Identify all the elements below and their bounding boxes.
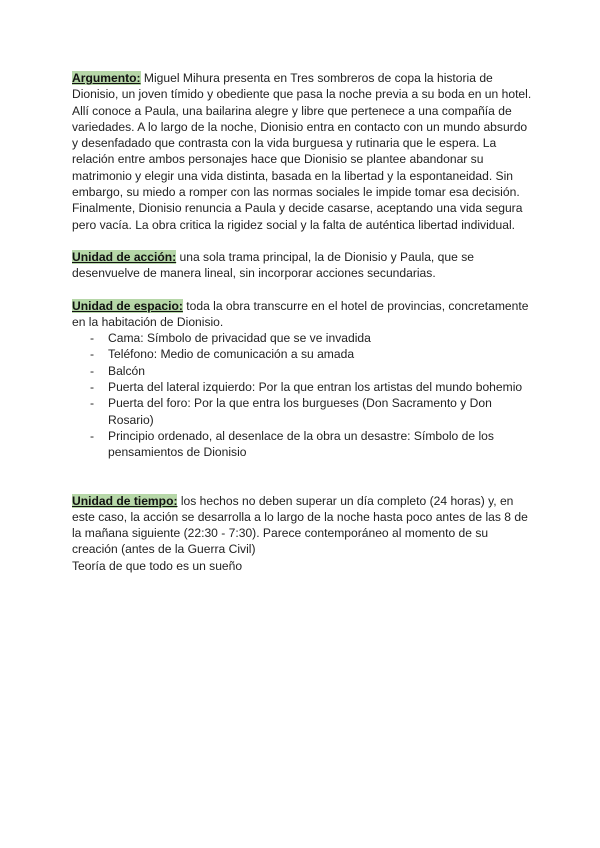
list-item — [90, 395, 532, 428]
spacer — [72, 282, 532, 298]
list-item-text: Balcón — [108, 363, 145, 378]
list-item — [90, 346, 532, 362]
espacio-list — [72, 330, 532, 460]
tiempo-extra: Teoría de que todo es un sueño — [72, 558, 243, 573]
list-marker: - — [90, 396, 95, 411]
tiempo-text: los hechos no deben superar un día completo (24 horas) y, en este caso, la acción se desarrolla a lo largo de la noche hasta poco antes de las 8 de la mañana siguiente (22:30 - 7:30). Parece contemporáneo al momento de su creación (antes de la Guerra Civil) — [72, 493, 528, 557]
accion-paragraph — [72, 249, 532, 282]
argumento-label: Argumento: — [72, 71, 141, 85]
tiempo-label: Unidad de tiempo: — [72, 493, 178, 508]
spacer — [72, 461, 532, 493]
list-marker: - — [90, 380, 95, 395]
list-marker: - — [90, 428, 95, 443]
list-item-text: Puerta del lateral izquierdo: Por la que entran los artistas del mundo bohemio — [108, 380, 523, 395]
list-item-text: Cama: Símbolo de privacidad que se ve invadida — [108, 331, 371, 346]
list-marker: - — [90, 331, 95, 346]
argumento-paragraph — [72, 70, 532, 233]
argumento-text: Miguel Mihura presenta en Tres sombreros de copa la historia de Dionisio, un joven tímido y obediente que pasa la noche previa a su boda en un hotel. Allí conoce a Paula, una bailarina alegre y libre que pertenece a una compañía de variedades. A lo largo de la noche, Dionisio entra en contacto con un mundo absurdo y desenfadado que contrasta con la vida burguesa y rutinaria que le espera. La relación entre ambos personajes hace que Dionisio se plantee abandonar su matrimonio y elegir una vida distinta, basada en la libertad y la espontaneidad. Sin embargo, su miedo a romper con las normas sociales le impide tomar esa decisión. Finalmente, Dionisio renuncia a Paula y decide casarse, aceptando una vida segura pero vacía. La obra critica la rigidez social y la falta de auténtica libertad individual. — [72, 71, 532, 232]
list-item — [90, 379, 532, 395]
list-item — [90, 363, 532, 379]
accion-text: una sola trama principal, la de Dionisio y Paula, que se desenvuelve de manera lineal, sin incorporar acciones secundarias. — [72, 249, 474, 281]
list-marker: - — [90, 363, 95, 378]
list-item-text: Puerta del foro: Por la que entra los burgueses (Don Sacramento y Don Rosario) — [108, 396, 492, 427]
document-page — [72, 70, 532, 574]
accion-label: Unidad de acción: — [72, 249, 177, 264]
espacio-paragraph — [72, 298, 532, 331]
list-item — [90, 428, 532, 461]
espacio-text: toda la obra transcurre en el hotel de provincias, concretamente en la habitación de Dionisio. — [72, 298, 529, 329]
espacio-label: Unidad de espacio: — [72, 298, 183, 313]
tiempo-paragraph — [72, 493, 532, 558]
list-item — [90, 330, 532, 346]
spacer — [72, 233, 532, 249]
list-item-text: Principio ordenado, al desenlace de la obra un desastre: Símbolo de los pensamientos de Dionisio — [108, 428, 494, 460]
list-item-text: Teléfono: Medio de comunicación a su amada — [108, 347, 355, 362]
list-marker: - — [90, 347, 95, 362]
